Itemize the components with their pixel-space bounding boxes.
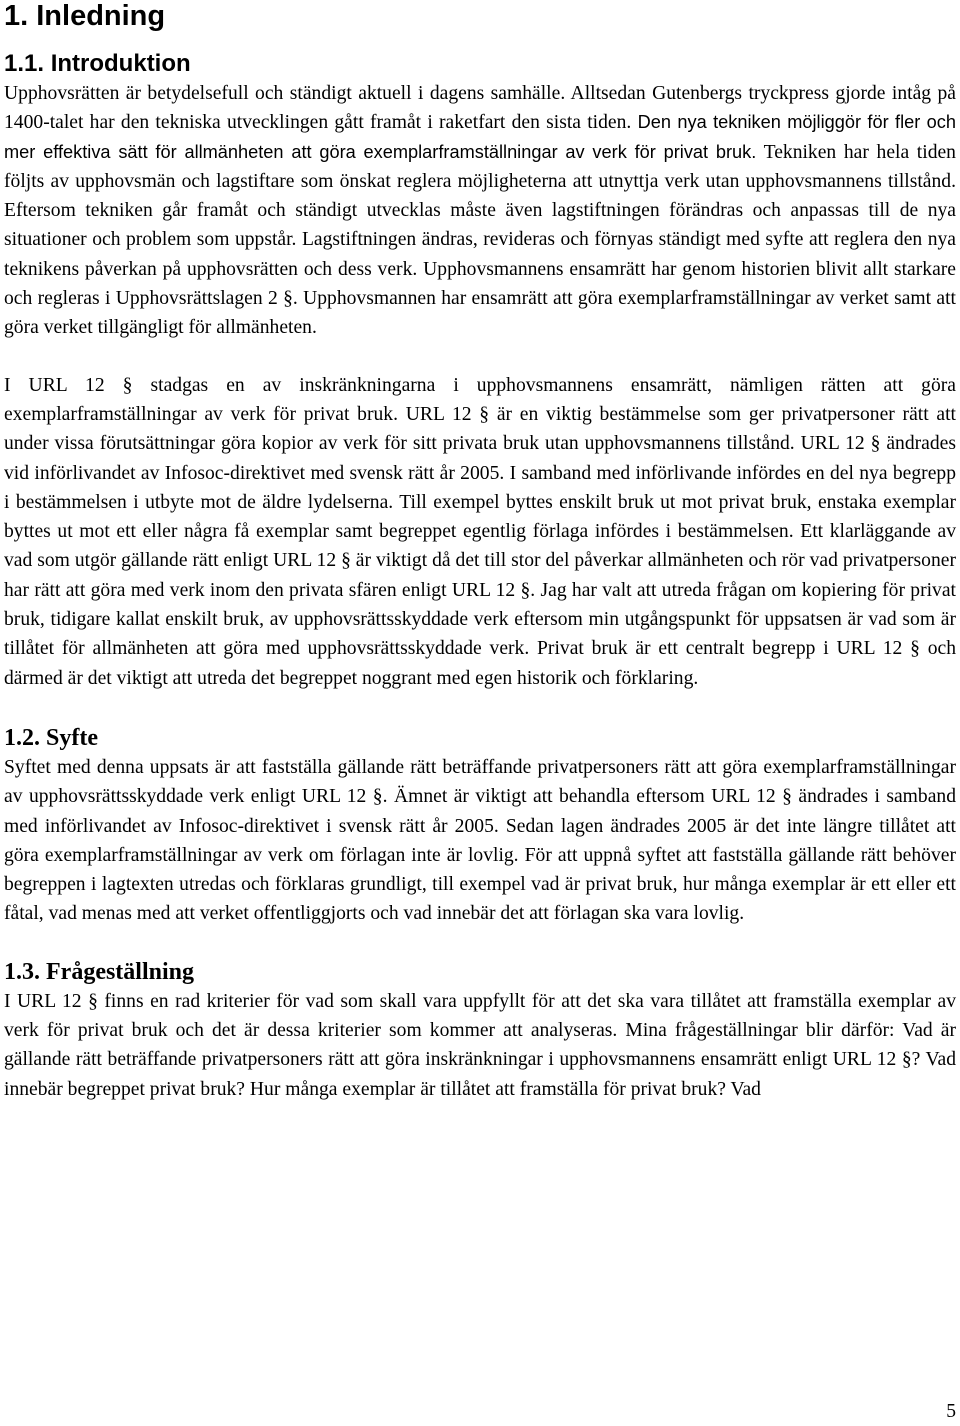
paragraph-text-sans: Den nya tekniken möjliggör för fler och mer effektiva sätt för allmänheten att göra exemplarframställningar av verk för privat bruk. xyxy=(4,112,957,162)
page-number: 5 xyxy=(946,1401,956,1422)
section-heading-fragestallning: 1.3. Frågeställning xyxy=(4,958,194,985)
paragraph-introduktion-2: I URL 12 § stadgas en av inskränkningarna i upphovsmannens ensamrätt, nämligen rätten att göra exemplarframställningar av verk för privat bruk. URL 12 § är en viktig bestämmelse som ger privatpersoner rätt att under vissa förutsättningar göra kopior av verk för sitt privata bruk utan upphovsmannens tillstånd. URL 12 § ändrades vid införlivandet av Infosoc-direktivet med svensk rätt år 2005. I samband med införlivande infördes en del nya begrepp i bestämmelsen i utbyte mot de äldre lydelserna. Till exempel byttes enskilt bruk ut mot privat bruk, enstaka exemplar byttes ut mot ett eller några få exemplar samt begreppet egentlig förlaga infördes i bestämmelsen. Ett klarläggande av vad som utgör gällande rätt enligt URL 12 § är viktigt då det till stor del påverkar allmänheten och rör vad privatpersoner har rätt att göra med verk inom den privata sfären enligt URL 12 §. Jag har valt att utreda frågan om kopiering för privat bruk, tidigare kallat enskilt bruk, av upphovsrättsskyddade verk eftersom min utgångspunkt för uppsatsen är vad som är tillåtet för allmänheten att göra med upphovsrättsskyddade verk. Privat bruk är ett centralt begrepp i URL 12 § och därmed är det viktigt att utreda det begreppet noggrant med egen historik och förklaring. xyxy=(4,374,956,689)
paragraph-text: Tekniken har hela tiden följts av upphovsmän och lagstiftare som önskat reglera möjligheterna att utnyttja verk utan upphovsmannens tillstånd. xyxy=(4,141,956,192)
paragraph-fragestallning-1: I URL 12 § finns en rad kriterier för vad som skall vara uppfyllt för att det ska vara tillåtet att framställa exemplar av verk för privat bruk och det är dessa kriterier som kommer att analyseras. Mina frågeställningar blir därför: Vad är gällande rätt beträffande privatpersoners rätt att göra inskränkningar i upphovsmannens ensamrätt enligt URL 12 §? Vad innebär begreppet privat bruk? Hur många exemplar är tillåtet att framställa för privat bruk? Vad xyxy=(4,990,956,1100)
paragraph-introduktion-1 xyxy=(4,79,956,343)
document-page xyxy=(4,0,956,1104)
paragraph-syfte-1: Syftet med denna uppsats är att fastställa gällande rätt beträffande privatpersoners rätt att göra exemplarframställningar av upphovsrättsskyddade verk enligt URL 12 §. Ämnet är viktigt att behandla eftersom URL 12 § ändrades i samband med införlivandet av Infosoc-direktivet i svensk rätt år 2005. Sedan lagen ändrades 2005 är det inte längre tillåtet att göra exemplarframställningar av verk om förlagan inte är lovlig. För att uppnå syftet att fastställa gällande rätt behöver begreppen i lagtexten utredas och förklaras grundligt, till exempel vad är privat bruk, hur många exemplar är ett eller ett fåtal, vad menas med att verket offentliggjorts och vad innebär det att förlagan ska vara lovlig. xyxy=(4,756,956,925)
section-heading-syfte: 1.2. Syfte xyxy=(4,724,98,751)
section-heading-introduktion: 1.1. Introduktion xyxy=(4,50,191,77)
paragraph-text: Upphovsrätten är betydelsefull och ständigt aktuell i dagens samhälle. Alltsedan Gutenbergs tryckpress gjorde intåg på 1400-talet har den tekniska utvecklingen gått framåt i raketfart den sista tiden. xyxy=(4,83,956,134)
paragraph-text: Eftersom tekniken går framåt och ständigt utvecklas måste även lagstiftningen förändras och anpassas till de nya situationer och problem som uppstår. Lagstiftningen ändras, revideras och förnyas ständigt med syfte att reglera den nya teknikens påverkan på upphovsrätten och dess verk. Upphovsmannens ensamrätt har genom historien blivit allt starkare och regleras i Upphovsrättslagen 2 §. Upphovsmannen har ensamrätt att göra exemplarframställningar av verket samt att göra verket tillgängligt för allmänheten. xyxy=(4,200,956,339)
chapter-heading: 1. Inledning xyxy=(4,0,166,32)
